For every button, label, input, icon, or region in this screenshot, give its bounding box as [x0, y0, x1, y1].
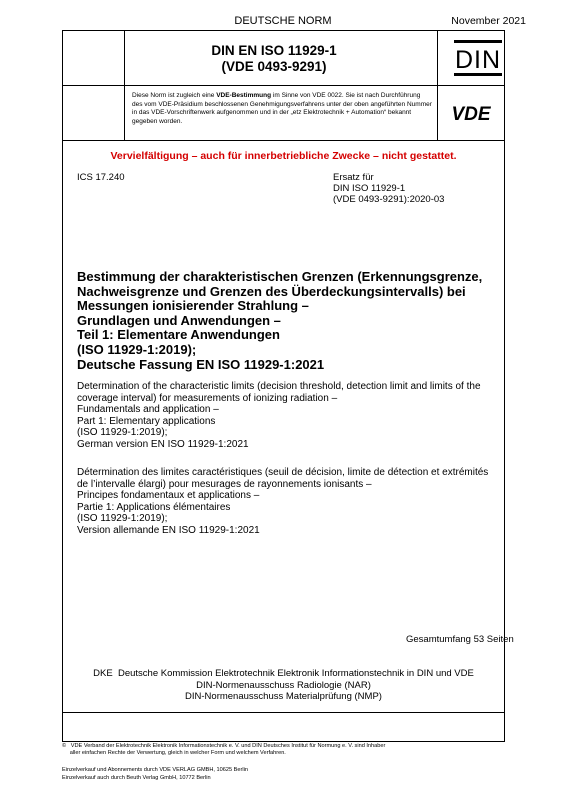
vde-logo [446, 103, 496, 128]
title-line: (ISO 11929-1:2019); [77, 341, 197, 357]
title-line: de l’intervalle élargi) pour mesurages de rayonnements ionisants – [77, 478, 372, 490]
norm-type-label: DEUTSCHE NORM [234, 15, 332, 27]
sales-line: Einzelverkauf auch durch Beuth Verlag GmbH, 10772 Berlin [62, 774, 211, 781]
din-logo-mark [454, 40, 502, 76]
standard-number: DIN EN ISO 11929-1 [211, 43, 337, 58]
title-line: Partie 1: Applications élémentaires [77, 501, 231, 513]
committee-line: DIN-Normenausschuss Materialprüfung (NMP) [185, 691, 382, 702]
replaced-vde-number: (VDE 0493-9291):2020-03 [333, 194, 445, 205]
divider-line [62, 712, 505, 713]
title-line: Fundamentals and application – [77, 404, 219, 415]
title-line: (ISO 11929-1:2019); [77, 513, 168, 524]
copyright-line: © VDE Verband der Elektrotechnik Elektronik Informationstechnik e. V. und DIN Deutsches Institut für Normung e. V. sind Inhaber [62, 743, 386, 749]
title-line: Détermination des limites caractéristiques (seuil de décision, limite de détection et extrémités [77, 467, 489, 478]
title-line: Deutsche Fassung EN ISO 11929-1:2021 [77, 356, 325, 372]
committee-line: DKE Deutsche Kommission Elektrotechnik Elektronik Informationstechnik in DIN und VDE [93, 668, 474, 679]
title-line: Messungen ionisierender Strahlung – [77, 298, 309, 314]
total-pages: Gesamtumfang 53 Seiten [406, 634, 514, 645]
committee-block [62, 668, 505, 703]
vde-logo-text: VDE [451, 104, 491, 123]
title-english [77, 381, 492, 450]
din-logo-text: DIN [454, 46, 502, 74]
replacement-info [333, 172, 444, 205]
title-french [77, 467, 492, 536]
vde-regulation-note: Diese Norm ist zugleich eine VDE-Bestimmung im Sinne von VDE 0022. Sie ist nach Durchführung des vom VDE-Präsidium beschlossenen Genehmigungsverfahrens unter der oben angeführten Nummer in das VDE-Vorschriftenwerk aufgenommen und in der „etz Elektrotechnik + Automation“ bekannt gegeben worden. [132, 92, 432, 125]
sales-line: Einzelverkauf und Abonnements durch VDE VERLAG GMBH, 10625 Berlin [62, 767, 248, 773]
sales-info [62, 767, 502, 782]
replaced-document: DIN ISO 11929-1 [333, 183, 406, 194]
divider-line [437, 30, 438, 140]
replacement-label: Ersatz für [333, 172, 374, 183]
divider-line [62, 140, 505, 141]
reproduction-warning: Vervielfältigung – auch für innerbetriebliche Zwecke – nicht gestattet. [110, 150, 457, 162]
title-line: coverage interval) for measurements of ionizing radiation – [77, 392, 338, 404]
title-line: Grundlagen und Anwendungen – [77, 312, 281, 328]
copyright-line: aller einfachen Rechte der Verwertung, gleich in welcher Form und welchem Verfahren. [62, 750, 286, 756]
title-line: Nachweisgrenze und Grenzen des Überdeckungsintervalls) bei [77, 283, 466, 299]
committee-line: DIN-Normenausschuss Radiologie (NAR) [196, 679, 371, 691]
title-line: German version EN ISO 11929-1:2021 [77, 438, 249, 450]
title-line: Principes fondamentaux et applications – [77, 490, 260, 501]
title-line: Version allemande EN ISO 11929-1:2021 [77, 524, 260, 536]
title-line: Determination of the characteristic limits (decision threshold, detection limit and limits of the [77, 381, 481, 392]
standard-number-block [124, 43, 424, 75]
title-line: Teil 1: Elementare Anwendungen [77, 327, 280, 343]
din-logo [454, 40, 502, 81]
vde-classification-number: (VDE 0493-9291) [221, 59, 327, 74]
publication-date: November 2021 [451, 15, 526, 27]
title-german [77, 270, 492, 372]
ics-code: ICS 17.240 [77, 172, 125, 183]
title-line: Bestimmung der charakteristischen Grenzen (Erkennungsgrenze, [77, 269, 483, 284]
title-line: (ISO 11929-1:2019); [77, 427, 168, 438]
copyright-notice [62, 743, 502, 757]
vde-logo-mark [446, 103, 496, 123]
title-line: Part 1: Elementary applications [77, 415, 216, 427]
vde-bestimmung-label: VDE-Bestimmung [216, 92, 272, 99]
divider-line [62, 85, 505, 86]
